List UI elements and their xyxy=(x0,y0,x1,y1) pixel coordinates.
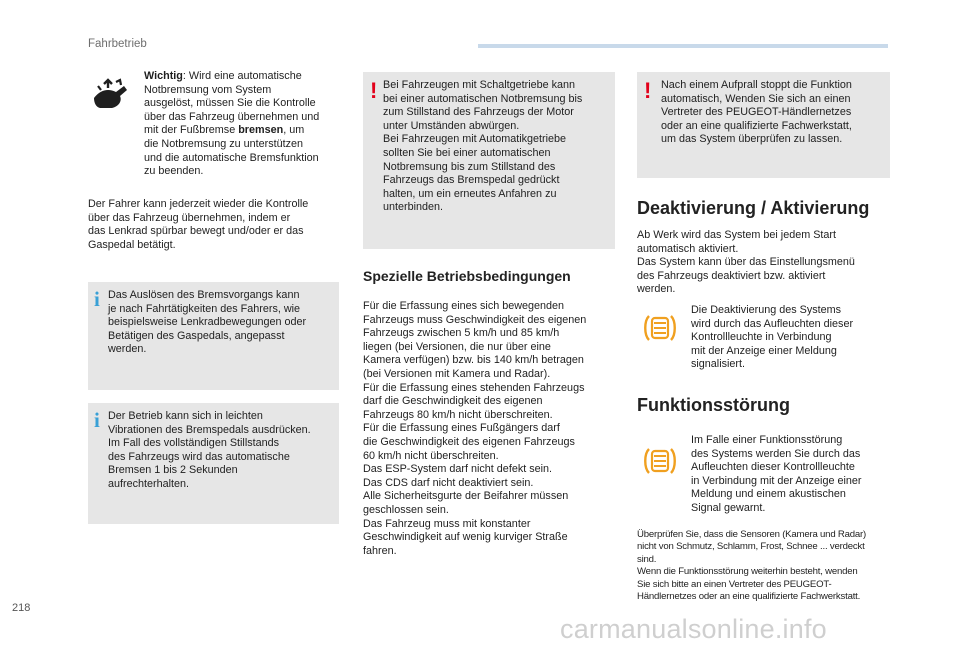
header-accent-bar xyxy=(478,44,888,48)
aebs-warning-lamp-icon xyxy=(642,313,678,343)
wichtig-tail: , um die Notbremsung zu unterstützen und die automatische Bremsfunktion zu beenden. xyxy=(144,124,319,178)
deactivation-lamp-text: Die Deaktivierung des Systems wird durch das Aufleuchten dieser Kontrollleuchte in Verbindung mit der Anzeige einer Meldung signalisiert. xyxy=(691,304,854,371)
watermark: carmanualsonline.info xyxy=(560,614,827,644)
warning-box-1-text: Bei Fahrzeugen mit Schaltgetriebe kann bei einer automatischen Notbremsung bis zum Stillstand des Fahrzeugs der Motor unter Umständen abwürgen. Bei Fahrzeugen mit Automatikgetriebe sollten Sie bei einer automatischen Notbremsung bis zum Stillstand des Fahrzeugs das Bremspedal gedrückt halten, um ein erneutes Anfahren zu unterbinden. xyxy=(383,79,583,214)
special-conditions-heading: Spezielle Betriebsbedingungen xyxy=(363,268,571,284)
info-box-2 xyxy=(88,403,339,524)
info-icon: i xyxy=(94,287,100,311)
page-number: 218 xyxy=(12,602,31,614)
info-box-1 xyxy=(88,282,339,390)
deactivation-heading: Deaktivierung / Aktivierung xyxy=(637,198,870,218)
wichtig-note xyxy=(144,70,344,179)
wichtig-bold: bremsen xyxy=(238,124,284,137)
warning-box-2-text: Nach einem Aufprall stoppt die Funktion automatisch, Wenden Sie sich an einen Vertreter des PEUGEOT-Händlernetzes oder an eine qualifizierte Fachwerkstatt, um das System überprüfen zu lassen. xyxy=(661,79,852,146)
aebs-warning-lamp-icon xyxy=(642,446,678,476)
driver-control-paragraph: Der Fahrer kann jederzeit wieder die Kontrolle über das Fahrzeug übernehmen, indem er das Lenkrad spürbar bewegt und/oder er das Gaspedal betätigt. xyxy=(88,198,309,251)
warning-box-1 xyxy=(363,72,615,249)
section-title: Fahrbetrieb xyxy=(88,38,147,50)
malfunction-heading: Funktionsstörung xyxy=(637,395,790,415)
info-box-1-text: Das Auslösen des Bremsvorgangs kann je nach Fahrtätigkeiten des Fahrers, wie beispielsweise Lenkradbewegungen oder Betätigen des Gaspedals, angepasst werden. xyxy=(108,289,307,356)
warning-exclamation-icon: ! xyxy=(370,78,378,103)
special-conditions-body: Für die Erfassung eines sich bewegenden Fahrzeugs muss Geschwindigkeit des eigenen Fahrzeugs zwischen 5 km/h und 85 km/h liegen (bei Versionen, die nur über eine Kamera verfügen) bzw. bis 140 km/h betragen (bei Versionen mit Kamera und Radar). Für die Erfassung eines stehenden Fahrzeugs darf die Geschwindigkeit des eigenen Fahrzeugs 80 km/h nicht überschreiten. Für die Erfassung eines Fußgängers darf die Geschwindigkeit des eigenen Fahrzeugs 60 km/h nicht überschreiten. Das ESP-System darf nicht defekt sein. Das CDS darf nicht deaktiviert sein. Alle Sicherheitsgurte der Beifahrer müssen geschlossen sein. Das Fahrzeug muss mit konstanter Geschwindigkeit auf wenig kurviger Straße fahren. xyxy=(363,300,587,557)
wichtig-text: : Wird eine automatische Notbremsung vom System ausgelöst, müssen Sie die Kontrolle über das Fahrzeug übernehmen und mit der Fußbremse xyxy=(144,70,320,137)
sensor-check-note: Überprüfen Sie, dass die Sensoren (Kamera und Radar) nicht von Schmutz, Schlamm, Frost, Schnee ... verdeckt sind. Wenn die Funktionsstörung weiterhin besteht, wenden Sie sich bitte an einen Vertreter des PEUGEOT- Händlernetzes oder an eine qualifizierte Fachwerkstatt. xyxy=(637,529,867,603)
wichtig-label: Wichtig xyxy=(144,70,183,82)
info-box-2-text: Der Betrieb kann sich in leichten Vibrationen des Bremspedals ausdrücken. Im Fall des vollständigen Stillstands des Fahrzeugs wird das automatische Bremsen 1 bis 2 Sekunden aufrechterhalten. xyxy=(108,410,311,490)
warning-exclamation-icon: ! xyxy=(644,78,652,103)
deactivation-paragraph: Ab Werk wird das System bei jedem Start automatisch aktiviert. Das System kann über das Einstellungsmenü des Fahrzeugs deaktiviert bzw. aktiviert werden. xyxy=(637,229,855,296)
hand-on-wheel-icon xyxy=(90,78,130,112)
malfunction-lamp-text: Im Falle einer Funktionsstörung des Systems werden Sie durch das Aufleuchten dieser Kontrollleuchte in Verbindung mit der Anzeige einer Meldung und einem akustischen Signal gewarnt. xyxy=(691,434,862,514)
info-icon: i xyxy=(94,408,100,432)
warning-box-2 xyxy=(637,72,890,178)
